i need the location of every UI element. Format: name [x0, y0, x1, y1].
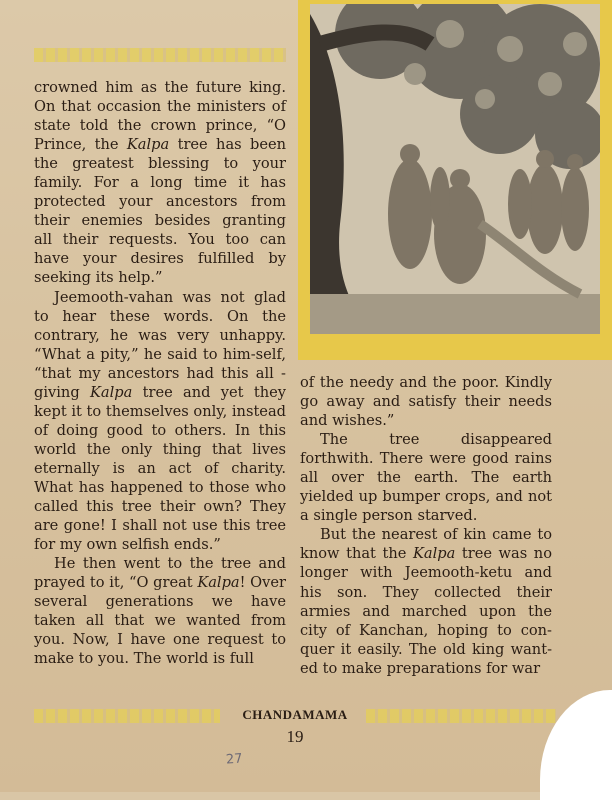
tree-and-figures-drawing — [310, 4, 600, 334]
left-paragraph-2: Jeemooth-vahan was not glad to hear these words. On the contrary, he was very unhappy. “What a pity,” he said to him-self, “that my ancestors had this all - giving Kalpa tree and yet they kept it to themselves only, instead of doing good to others. In this world the only thing that lives eternally is an act of charity. What has happened to those who called this tree their own? They are gone! I shall not use this tree for my own selfish ends.” — [34, 288, 286, 554]
left-text-column — [34, 78, 286, 668]
right-paragraph-2: The tree disappeared forthwith. There were good rains all over the earth. The earth yielded up bumper crops, and not a single person starved. — [300, 431, 552, 525]
magazine-title: CHANDAMAMA — [242, 707, 348, 722]
decorative-border-top — [34, 48, 286, 62]
right-paragraph-1: of the needy and the poor. Kindly go away and satisfy their needs and wishes.” — [300, 374, 552, 430]
right-paragraph-3: But the nearest of kin came to know that the Kalpa tree was no longer with Jeemooth-ketu and his son. They collected their armies and marched upon the city of Kanchan, hoping to con-quer it easily. The old king want-ed to make preparations for war — [300, 526, 552, 677]
left-paragraph-1: crowned him as the future king. On that occasion the ministers of state told the crown prince, “O Prince, the Kalpa tree has been the greatest blessing to your family. For a long time it has protected your ancestors from their enemies besides granting all their requests. You too can have your desires fulfilled by seeking its help.” — [34, 79, 286, 287]
decorative-border-footer-right — [366, 709, 556, 723]
decorative-border-footer-left — [34, 709, 220, 723]
page-number: 19 — [286, 727, 304, 746]
left-paragraph-3: He then went to the tree and prayed to it, “O great Kalpa! Over several generations we have taken all that we wanted from you. Now, I have one request to make to you. The world is full — [34, 555, 286, 668]
handwritten-mark: 27 — [225, 751, 244, 768]
story-illustration — [298, 0, 612, 360]
right-text-column — [300, 373, 552, 678]
